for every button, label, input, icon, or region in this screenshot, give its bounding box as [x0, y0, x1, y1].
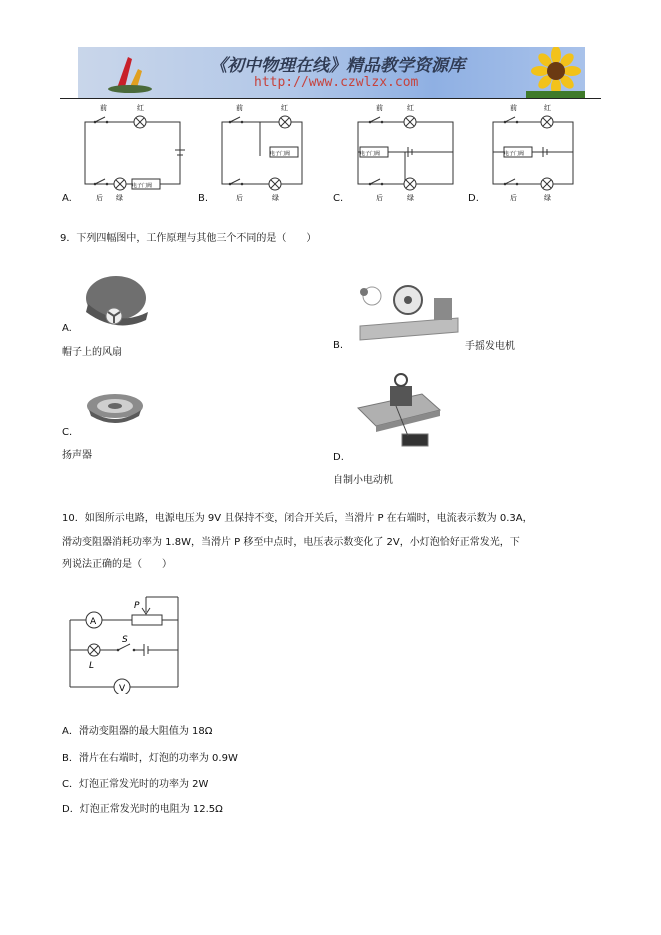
q10-choice-a: A．滑动变阻器的最大阻值为 18Ω — [62, 726, 213, 737]
q10-circuit-diagram — [62, 592, 184, 694]
label-back-a: 后 — [96, 194, 103, 202]
hand-generator-image — [350, 276, 462, 348]
q9-option-b-text: 手摇发电机 — [465, 341, 515, 352]
label-back-d: 后 — [510, 194, 517, 202]
label-red-c: 红 — [407, 104, 414, 112]
q10-choice-b: B．滑片在右端时，灯泡的功率为 0.9W — [62, 753, 238, 764]
q9-option-d-text: 自制小电动机 — [333, 475, 393, 486]
q9-option-a-label: A. — [62, 323, 72, 334]
circuit-b — [229, 103, 298, 202]
slider-label: P — [134, 601, 140, 611]
q9-option-b-label: B. — [333, 340, 344, 351]
voltmeter-label: V — [119, 684, 126, 694]
sunflower-icon — [526, 47, 585, 98]
banner-title: 《初中物理在线》精品教学资源库 — [210, 56, 465, 76]
logo-icon — [102, 51, 162, 95]
q9-option-c-text: 扬声器 — [62, 450, 92, 461]
switch-label: S — [122, 635, 128, 645]
label-green-a: 绿 — [116, 194, 123, 202]
label-green-d: 绿 — [544, 194, 551, 202]
label-front-b: 前 — [236, 104, 243, 112]
label-back-c: 后 — [376, 194, 383, 202]
q9-option-d-label: D. — [333, 452, 344, 463]
q10-choice-c: C．灯泡正常发光时的功率为 2W — [62, 779, 209, 790]
q8-option-c: C. — [333, 193, 344, 204]
label-back-b: 后 — [236, 194, 243, 202]
header-rule — [60, 98, 601, 99]
homemade-motor-image — [352, 368, 444, 456]
device-label-d: 电子门阀 — [504, 151, 525, 157]
hat-fan-image — [80, 268, 152, 334]
label-red-d: 红 — [544, 104, 551, 112]
label-green-b: 绿 — [272, 194, 279, 202]
label-front-d: 前 — [510, 104, 517, 112]
label-red-a: 红 — [137, 104, 144, 112]
q9-option-a-text: 帽子上的风扇 — [62, 347, 122, 358]
q10-stem-line2: 滑动变阻器消耗功率为 1.8W，当滑片 P 移至中点时，电压表示数变化了 2V，小灯泡恰好正常发光，下 — [62, 537, 520, 548]
device-label-b: 电子门阀 — [270, 151, 291, 157]
label-front-a: 前 — [100, 104, 107, 112]
q8-circuits — [60, 100, 601, 210]
label-green-c: 绿 — [407, 194, 414, 202]
q10-choice-d: D．灯泡正常发光时的电阻为 12.5Ω — [62, 804, 223, 815]
q9-option-c-label: C. — [62, 427, 73, 438]
q8-option-b: B. — [198, 193, 209, 204]
speaker-image — [84, 392, 146, 426]
banner-url: http://www.czwlzx.com — [254, 75, 419, 90]
q9-stem: 9．下列四幅图中，工作原理与其他三个不同的是（ ） — [60, 233, 317, 244]
circuit-c — [360, 103, 416, 202]
device-label-c: 电子门阀 — [360, 151, 381, 157]
device-label-a: 电子门阀 — [132, 183, 153, 189]
header-banner — [78, 47, 585, 98]
ammeter-label: A — [90, 617, 97, 627]
q10-stem-line3: 列说法正确的是（ ） — [62, 559, 172, 570]
lamp-label: L — [89, 661, 95, 671]
q8-option-d: D. — [468, 193, 479, 204]
label-red-b: 红 — [281, 104, 288, 112]
q8-option-a: A. — [62, 193, 72, 204]
circuit-a — [94, 103, 185, 202]
q10-stem-line1: 10．如图所示电路，电源电压为 9V 且保持不变，闭合开关后，当滑片 P 在右端时，电流表示数为 0.3A， — [62, 513, 533, 524]
label-front-c: 前 — [376, 104, 383, 112]
